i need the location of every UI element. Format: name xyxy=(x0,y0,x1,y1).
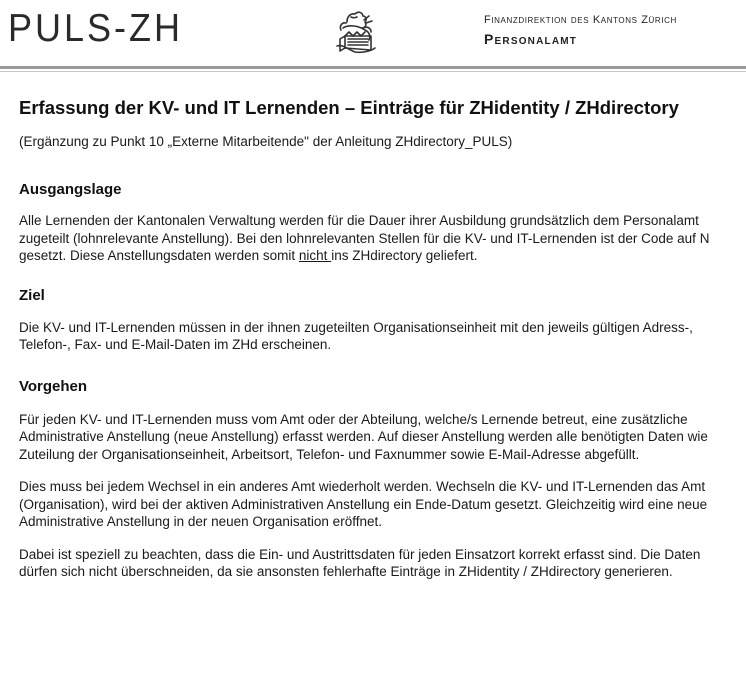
paragraph-text: Alle Lernenden der Kantonalen Verwaltung werden für die Dauer ihrer Ausbildung grundsätzlich dem Personalamt zugeteilt (lohnrelevante Anstellung). Bei den lohnrelevanten Stellen für die KV- und IT-Lernenden ist der Code auf N gesetzt. Diese Anstellungsdaten werden somit xyxy=(19,213,710,263)
header-rule xyxy=(0,66,746,69)
paragraph-ausgangslage xyxy=(19,212,734,265)
header-rule-thin xyxy=(0,71,746,72)
document-supplement-note: (Ergänzung zu Punkt 10 „Externe Mitarbeitende" der Anleitung ZHdirectory_PULS) xyxy=(19,134,513,149)
underlined-emphasis: nicht xyxy=(298,248,332,263)
paragraph-vorgehen-2: Dies muss bei jedem Wechsel in ein anderes Amt wiederholt werden. Wechseln die KV- und IT-Lernenden das Amt (Organisation), wird bei der aktiven Administrativen Anstellung ein Ende-Datum gesetzt. Gleichzeitig wird eine neue Administrative Anstellung in der neuen Organisation eröffnet. xyxy=(19,479,708,529)
zurich-lion-crest-icon xyxy=(333,6,379,54)
document-body xyxy=(19,96,734,581)
issuing-office xyxy=(484,14,677,47)
letterhead xyxy=(0,0,746,75)
department-name: Finanzdirektion des Kantons Zürich xyxy=(484,14,677,26)
document-title: Erfassung der KV- und IT Lernenden – Einträge für ZHidentity / ZHdirectory xyxy=(19,97,679,118)
paragraph-text: ins ZHdirectory geliefert. xyxy=(331,248,478,263)
paragraph-vorgehen-1: Für jeden KV- und IT-Lernenden muss vom Amt oder der Abteilung, welche/s Lernende betreut, eine zusätzliche Administrative Anstellung (neue Anstellung) erfasst werden. Auf dieser Anstellung werden alle benötigten Daten wie Zuteilung der Organisationseinheit, Arbeitsort, Telefon- und Faxnummer sowie E-Mail-Adresse abgefüllt. xyxy=(19,411,708,462)
paragraph-vorgehen-3: Dabei ist speziell zu beachten, dass die Ein- und Austrittsdaten für jeden Einsatzort korrekt erfasst sind. Die Daten dürfen sich nicht überschneiden, da sie ansonsten fehlerhafte Einträge in ZHidentity / ZHdirectory generieren. xyxy=(19,546,701,579)
section-heading-vorgehen: Vorgehen xyxy=(19,377,88,395)
puls-zh-logo: PULS-ZH xyxy=(8,5,184,50)
section-heading-ziel: Ziel xyxy=(19,286,45,304)
office-name: Personalamt xyxy=(484,31,578,47)
paragraph-ziel: Die KV- und IT-Lernenden müssen in der ihnen zugeteilten Organisationseinheit mit den jeweils gültigen Adress-, Telefon-, Fax- und E-Mail-Daten im ZHd erscheinen. xyxy=(19,319,693,352)
section-heading-ausgangslage: Ausgangslage xyxy=(19,181,122,198)
